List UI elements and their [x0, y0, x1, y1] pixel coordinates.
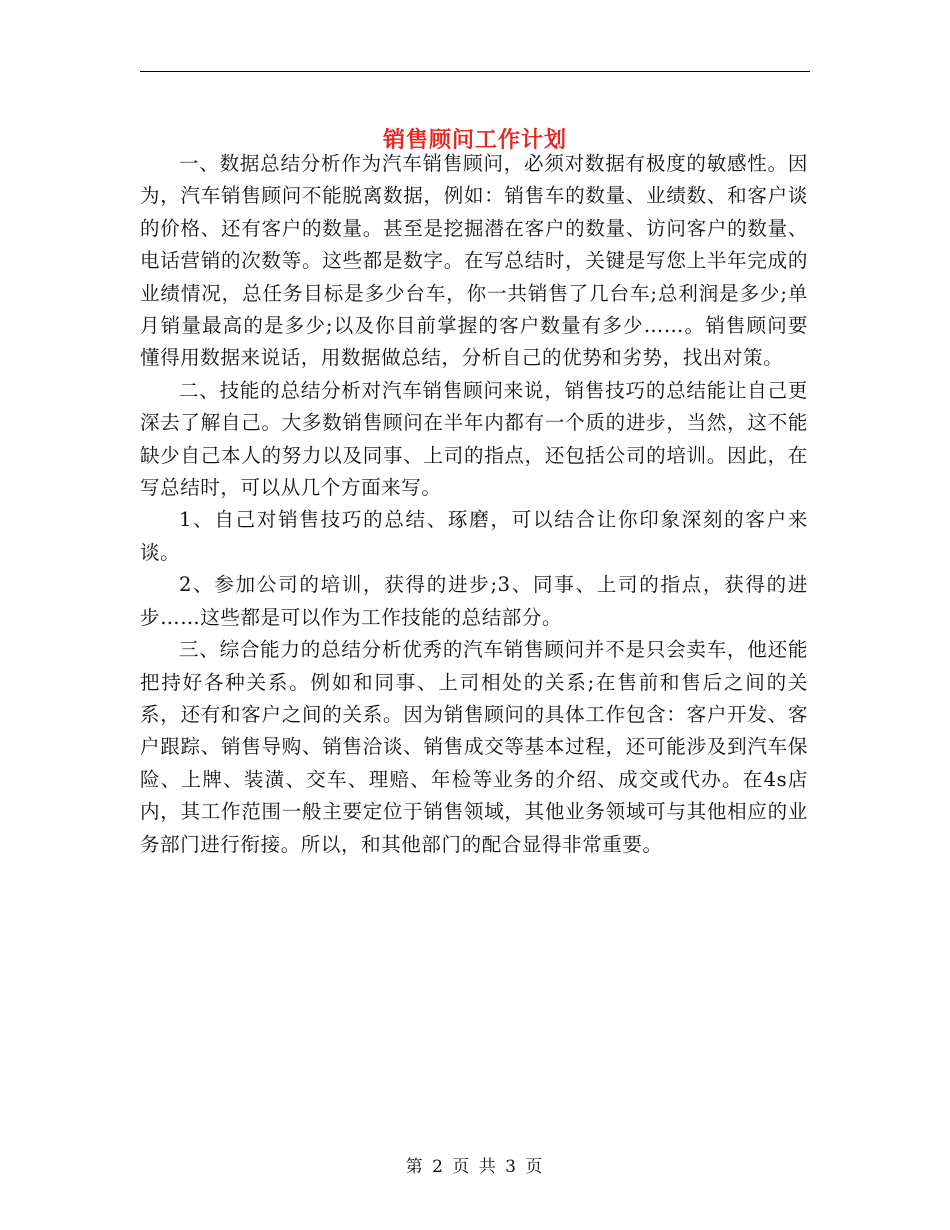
header-rule — [140, 71, 810, 72]
document-body — [140, 148, 808, 861]
paragraph-item-1: 1、自己对销售技巧的总结、琢磨，可以结合让你印象深刻的客户来谈。 — [140, 508, 808, 564]
paragraph-skills-summary: 二、技能的总结分析对汽车销售顾问来说，销售技巧的总结能让自己更深去了解自己。大多数销售顾问在半年内都有一个质的进步，当然，这不能缺少自己本人的努力以及同事、上司的指点，还包括公司的培训。因此，在写总结时，可以从几个方面来写。 — [140, 378, 808, 500]
paragraph-item-2-3: 2、参加公司的培训，获得的进步;3、同事、上司的指点，获得的进步……这些都是可以作为工作技能的总结部分。 — [140, 573, 808, 629]
page-number-footer: 第 2 页 共 3 页 — [405, 1157, 545, 1177]
document-title: 销售顾问工作计划 — [382, 126, 567, 153]
paragraph-data-summary: 一、数据总结分析作为汽车销售顾问，必须对数据有极度的敏感性。因为，汽车销售顾问不能脱离数据，例如：销售车的数量、业绩数、和客户谈的价格、还有客户的数量。甚至是挖掘潜在客户的数量、访问客户的数量、电话营销的次数等。这些都是数字。在写总结时，关键是写您上半年完成的业绩情况，总任务目标是多少台车，你一共销售了几台车;总利润是多少;单月销量最高的是多少;以及你目前掌握的客户数量有多少……。销售顾问要懂得用数据来说话，用数据做总结，分析自己的优势和劣势，找出对策。 — [140, 152, 808, 370]
paragraph-overall-ability: 三、综合能力的总结分析优秀的汽车销售顾问并不是只会卖车，他还能把持好各种关系。例如和同事、上司相处的关系;在售前和售后之间的关系，还有和客户之间的关系。因为销售顾问的具体工作包含：客户开发、客户跟踪、销售导购、销售洽谈、销售成交等基本过程，还可能涉及到汽车保险、上牌、装潢、交车、理赔、年检等业务的介绍、成交或代办。在4s店内，其工作范围一般主要定位于销售领域，其他业务领域可与其他相应的业务部门进行衔接。所以，和其他部门的配合显得非常重要。 — [140, 638, 808, 856]
